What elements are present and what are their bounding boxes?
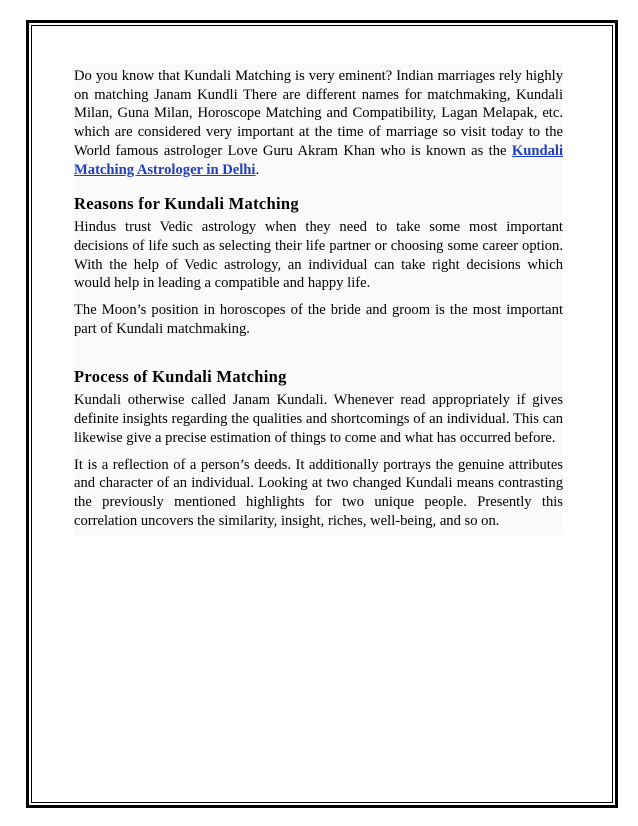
intro-end: .	[255, 161, 260, 178]
intro-paragraph	[74, 64, 563, 184]
reasons-paragraph-1: Hindus trust Vedic astrology when they need to take some most important decisions of life such as selecting their life partner or choosing some career option. With the help of Vedic astrology, an individual can take right decisions which would help in leading a compatible and happy life.	[74, 215, 563, 298]
kundali-astrologer-link[interactable]: Kundali Matching Astrologer in Delhi	[74, 142, 563, 178]
reasons-paragraph-2: The Moon’s position in horoscopes of the bride and groom is the most important part of Kundali matchmaking.	[74, 298, 563, 343]
process-heading: Process of Kundali Matching	[74, 343, 563, 388]
process-paragraph-2: It is a reflection of a person’s deeds. It additionally portrays the genuine attributes and character of an individual. Looking at two changed Kundali means contrasting the previously mentioned highlights for two unique people. Presently this correlation uncovers the similarity, insight, riches, well-being, and so on.	[74, 453, 563, 536]
reasons-heading: Reasons for Kundali Matching	[74, 184, 563, 215]
intro-text: Do you know that Kundali Matching is very eminent? Indian marriages rely highly on matching Janam Kundli There are different names for matchmaking, Kundali Milan, Guna Milan, Horoscope Matching and Compatibility, Lagan Melapak, etc. which are considered very important at the time of marriage so visit today to the World famous astrologer Love Guru Akram Khan who is known as the	[74, 68, 563, 159]
process-paragraph-1: Kundali otherwise called Janam Kundali. Whenever read appropriately if gives definite insights regarding the qualities and shortcomings of an individual. This can likewise give a precise estimation of things to come and what has occurred before.	[74, 388, 563, 452]
document-body	[74, 64, 563, 535]
